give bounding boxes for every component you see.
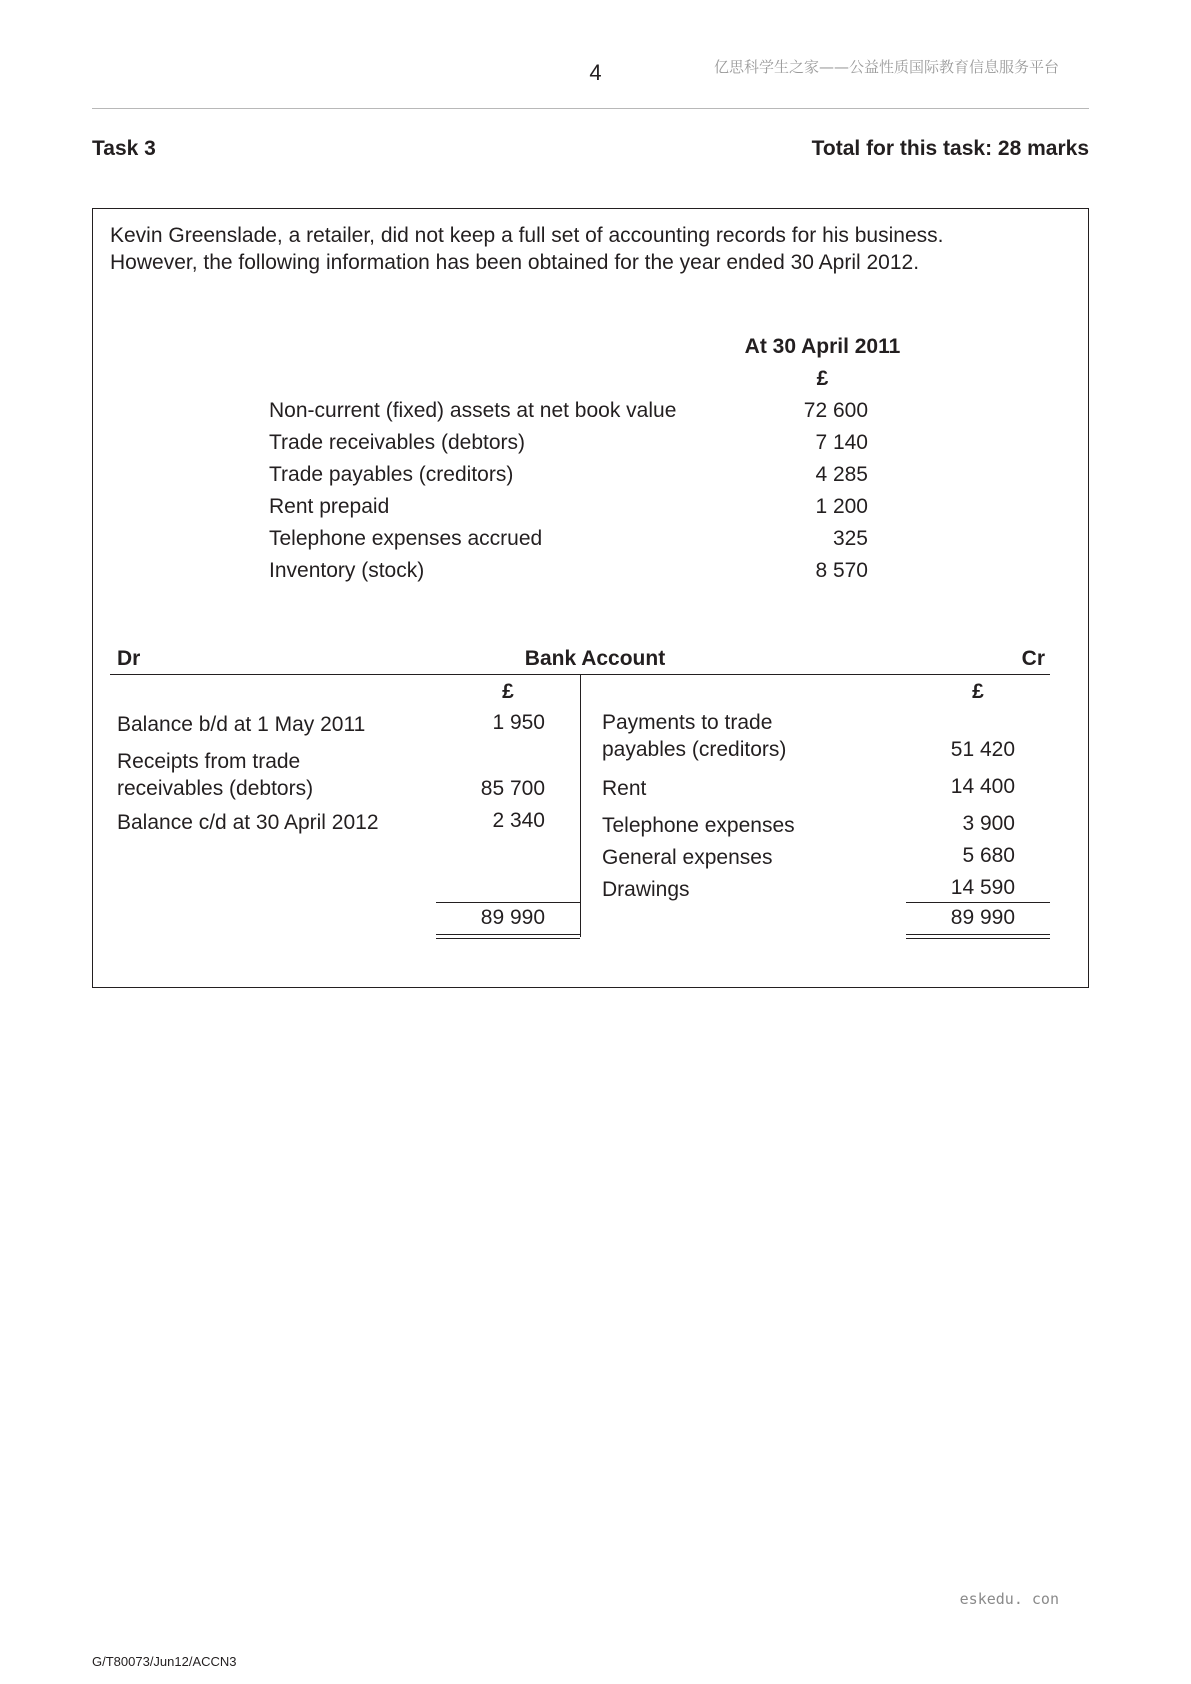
cr-unit: £ [972,680,984,703]
balance-label: Telephone expenses accrued [269,527,543,550]
credit-entry-value: 14 400 [950,775,1015,798]
intro-line-1: Kevin Greenslade, a retailer, did not keep a full set of accounting records for his business. [110,224,944,247]
account-title: Bank Account [524,647,666,670]
credit-entry-label: General expenses [602,846,773,869]
task-marks: Total for this task: 28 marks [811,137,1089,160]
debit-entry-label: Balance b/d at 1 May 2011 [117,713,366,736]
balance-value: 72 600 [803,399,868,422]
watermark-text: 亿思科学生之家——公益性质国际教育信息服务平台 [713,58,1059,76]
credit-entry-label-line: payables (creditors) [602,738,787,761]
account-cr-label: Cr [1021,647,1045,670]
credit-total: 89 990 [950,906,1015,929]
balance-value: 325 [832,527,868,550]
debit-entry-label-line: Receipts from trade [117,750,301,773]
balances-unit: £ [816,367,829,390]
debit-entry-value: 1 950 [492,711,545,734]
header-divider [92,108,1089,109]
site-watermark: eskedu. con [959,1590,1059,1608]
credit-entry-value: 51 420 [950,738,1015,761]
credit-entry-label-line: Payments to trade [602,711,773,734]
debit-total: 89 990 [480,906,545,929]
intro-line-2: However, the following information has been obtained for the year ended 30 April 2012. [110,251,920,274]
debit-entry-label [117,748,313,802]
dr-unit: £ [502,680,514,703]
account-dr-label: Dr [117,647,141,670]
balance-value: 1 200 [815,495,868,518]
intro-text [110,222,943,276]
credit-subtotal-rule [906,902,1050,903]
task-title: Task 3 [92,137,156,160]
balance-label: Non-current (fixed) assets at net book value [269,399,677,422]
page-number: 4 [589,60,602,85]
balance-label: Trade payables (creditors) [269,463,514,486]
credit-entry-value: 14 590 [950,876,1015,899]
credit-entry-label: Drawings [602,878,690,901]
account-center-rule [580,674,581,937]
task-content-box [92,208,1089,988]
balance-label: Trade receivables (debtors) [269,431,525,454]
paper-code: G/T80073/Jun12/ACCN3 [92,1654,237,1669]
balance-value: 8 570 [815,559,868,582]
debit-entry-value: 2 340 [492,809,545,832]
credit-total-double-rule [906,934,1050,939]
debit-entry-value: 85 700 [480,777,545,800]
balances-column-heading: At 30 April 2011 [744,335,901,358]
credit-entry-value: 5 680 [962,844,1015,867]
credit-entry-label: Rent [602,777,647,800]
debit-total-double-rule [436,934,580,939]
credit-entry-label [602,709,786,763]
debit-entry-label: Balance c/d at 30 April 2012 [117,811,379,834]
balance-value: 4 285 [815,463,868,486]
balance-value: 7 140 [815,431,868,454]
debit-subtotal-rule [436,902,580,903]
credit-entry-value: 3 900 [962,812,1015,835]
balance-label: Rent prepaid [269,495,390,518]
credit-entry-label: Telephone expenses [602,814,795,837]
balance-label: Inventory (stock) [269,559,425,582]
debit-entry-label-line: receivables (debtors) [117,777,314,800]
